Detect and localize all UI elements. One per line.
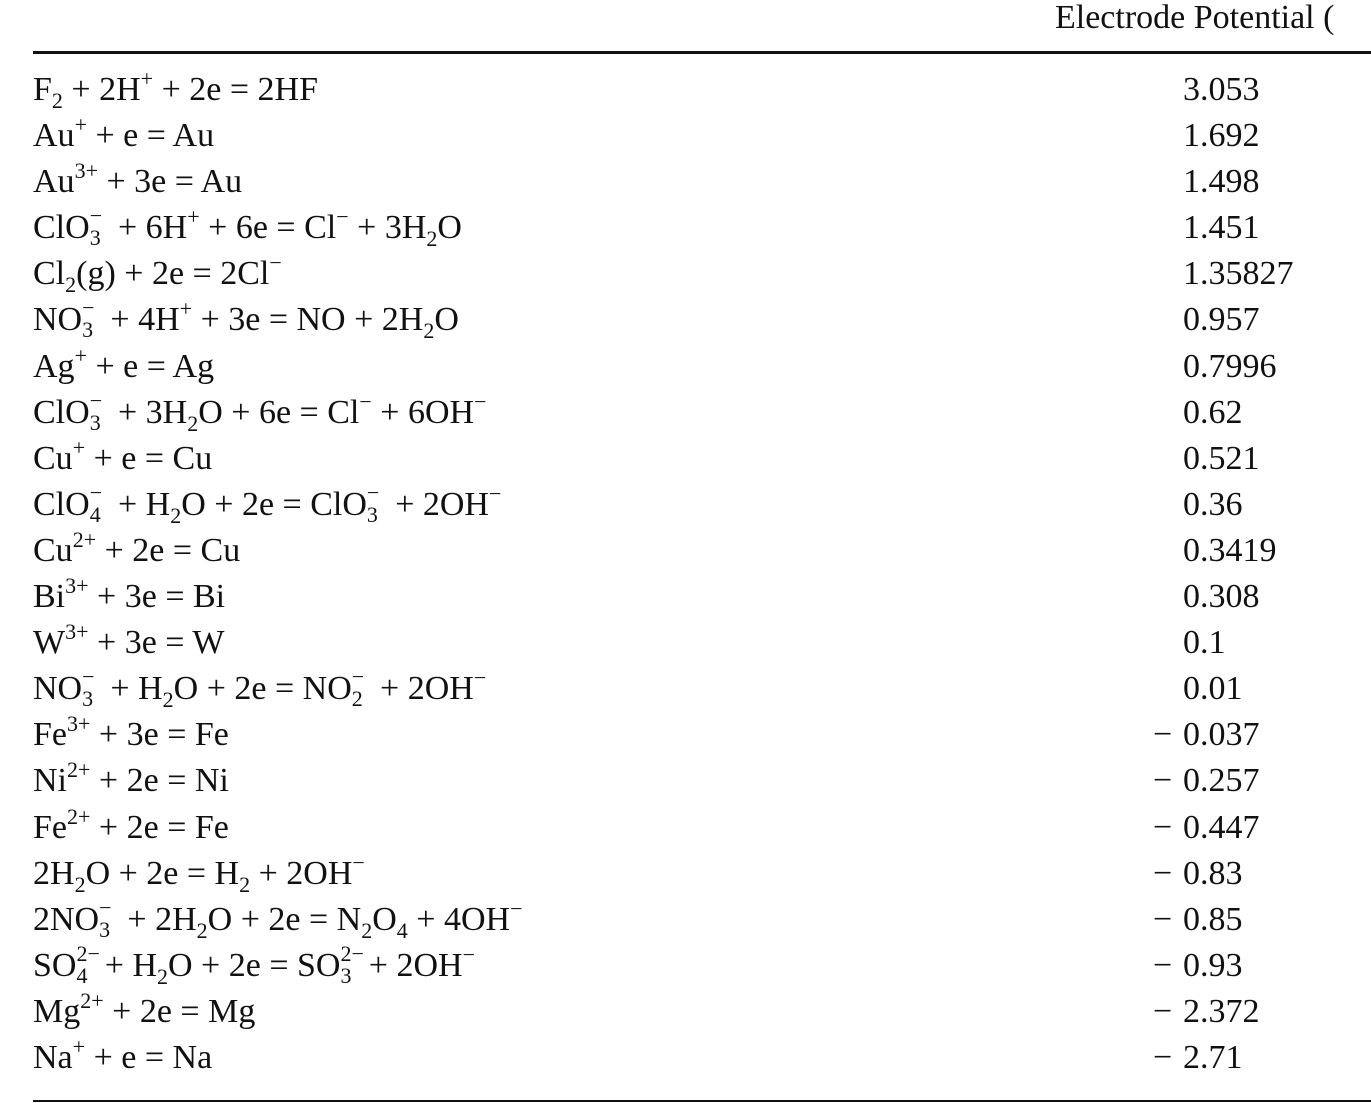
subscript: 2 [51,88,63,113]
superscript: + [179,296,193,322]
sign: − [1153,900,1173,938]
half-reaction: Na+ + e = Na [33,1033,213,1076]
electrode-potential-value [1153,482,1313,528]
value-number: 1.692 [1183,117,1260,155]
half-reaction: 2NO − 3 + $2H_2O + 2e = N_2O_4 + 4OH^-$ [33,894,523,943]
table-row [0,894,1371,943]
superscript: + [72,1033,86,1059]
value-number: 0.36 [1183,485,1243,523]
value-number: 0.957 [1183,301,1260,339]
subscript: 2 [157,963,168,989]
electrode-potential-value [1153,758,1313,804]
half-reaction: $2H_2O + 2e = H_2 + 2OH^-$ [33,849,365,897]
table-row [0,251,1371,297]
electrode-potential-value [1153,666,1313,712]
value-number: 2.71 [1183,1038,1243,1076]
table-row [0,940,1371,989]
electrode-potential-value [1153,436,1313,482]
table-row [0,387,1371,436]
electrode-potential-value [1153,297,1313,343]
value-number: 3.053 [1183,71,1260,108]
table-row [0,666,1371,712]
table-row [0,851,1371,897]
superscript: + [72,434,86,460]
subscript: 2 [170,502,182,528]
value-number: 1.451 [1183,209,1260,247]
sub-superscript: − 4 [89,479,103,527]
half-reaction: Ag+ + e = Ag [33,342,215,385]
table-row [0,344,1371,390]
superscript: 3+ [65,573,89,599]
sign: − [1153,854,1173,892]
half-reaction: ClO − 4 + $H_2O + 2e$ = ClO − 3 + 2OH− [33,479,502,528]
value-number: 0.83 [1183,854,1243,892]
electrode-potential-value [1153,344,1313,390]
half-reaction: NO − 3 + $H_2O + 2e$ = NO − 2 + 2OH− [33,664,487,713]
superscript: 2+ [67,757,91,783]
subscript: 2 [239,871,251,897]
table-row [0,479,1371,528]
half-reaction: Au+ + e = Au [33,112,215,155]
table-row [0,1035,1371,1081]
half-reaction: Cu+ + e = Cu [33,434,213,477]
table-body [0,67,1371,1081]
half-reaction: ClO − 3 + $3H_2O + 6e = Cl^- + 6OH^-$ [33,387,487,436]
electrode-potential-value [1153,159,1313,205]
superscript: 2+ [67,803,91,829]
half-reaction: $Cl_2(g) + 2e = 2Cl^-$ [33,250,282,298]
superscript: 3+ [74,158,98,184]
sign: − [1153,946,1173,984]
electrode-potential-value [1153,1035,1313,1081]
subscript: 2 [361,917,373,943]
table-row [0,528,1371,574]
sub-superscript: − 2 [351,664,365,712]
subscript: 2 [74,871,86,897]
half-reaction: $Bi^{3+} + 3e = Bi$ [33,573,226,616]
value-number: 0.3419 [1183,531,1277,569]
value-number: 2.372 [1183,992,1260,1030]
value-number: 1.35827 [1183,255,1294,293]
subscript: 2 [65,272,77,298]
table-row [0,205,1371,251]
superscript: + [74,342,87,368]
electrode-potential-value [1153,113,1313,159]
half-reaction: $Au^{3+} + 3e = Au$ [33,158,243,201]
half-reaction: ClO − 3 + $6H^+ + 6e = Cl^- + 3H_2O$ [33,203,462,252]
superscript: 2+ [72,526,97,552]
sign: − [1153,992,1173,1030]
value-number: 0.521 [1183,439,1260,477]
table-row [0,758,1371,804]
value-number: 0.01 [1183,670,1243,708]
sign: − [1153,762,1173,800]
sub-superscript: − 3 [366,479,380,527]
table-top-rule [33,51,1371,54]
superscript: 3+ [65,619,89,645]
half-reaction: NO − 3 + 4H+ + 3e = NO + $2H_2O$ [33,295,459,344]
value-number: 0.62 [1183,393,1243,431]
value-number: 0.85 [1183,900,1243,938]
half-reaction: $Cu^{2+} + 2e = Cu$ [33,526,241,569]
sub-superscript: 2− 4 [76,940,100,988]
superscript: − [352,849,365,875]
table-row [0,805,1371,851]
table-row [0,620,1371,666]
half-reaction: SO 2− 4 + $H_2O + 2e$ = SO 2− 3 + 2OH− [33,940,475,989]
superscript: − [269,250,282,276]
sub-superscript: − 3 [89,203,103,251]
superscript: − [473,665,487,691]
value-number: 1.498 [1183,163,1260,201]
superscript: − [488,480,502,506]
column-header-electrode-potential: Electrode Potential ( [1055,0,1335,36]
superscript: − [462,941,475,967]
sign: − [1153,1038,1173,1076]
electrode-potential-value [1153,574,1313,620]
half-reaction: $Fe^{3+} + 3e = Fe$ [33,711,229,754]
superscript: − [474,388,487,414]
table-bottom-rule [33,1100,1371,1102]
superscript: + [74,112,87,138]
value-number: 0.257 [1183,762,1260,800]
electrode-potential-value [1153,205,1313,251]
half-reaction: $Ni^{2+} + 2e = Ni$ [33,757,229,800]
subscript: 4 [396,917,408,943]
table-row [0,989,1371,1035]
half-reaction: $F_2 + 2H^+ + 2e = 2HF$ [33,66,318,113]
subscript: 2 [187,410,199,436]
table-row [0,159,1371,205]
superscript: + [187,204,200,230]
electrode-potential-value [1153,897,1313,943]
superscript: 3+ [67,711,91,737]
subscript: 2 [426,226,438,252]
sign: − [1153,808,1173,846]
value-number: 0.308 [1183,578,1260,616]
superscript: 2+ [80,987,104,1013]
electrode-potential-value [1153,390,1313,436]
sub-superscript: − 3 [82,295,95,343]
sign: − [1153,716,1173,754]
superscript: − [359,388,372,414]
value-number: 0.037 [1183,716,1260,754]
half-reaction: $Mg^{2+} + 2e = Mg$ [33,987,256,1030]
subscript: 2 [196,917,208,943]
superscript: + [140,66,154,91]
value-number: 0.93 [1183,946,1243,984]
table-row [0,574,1371,620]
superscript: − [336,204,349,230]
table-row [0,436,1371,482]
electrode-potential-value [1153,528,1313,574]
electrode-potential-value [1153,712,1313,758]
superscript: − [510,895,523,921]
electrode-potential-value [1153,851,1313,897]
electrode-potential-value [1153,251,1313,297]
value-number: 0.7996 [1183,347,1277,385]
half-reaction: $Fe^{2+} + 2e = Fe$ [33,803,229,846]
electrode-potential-value [1153,805,1313,851]
table-row [0,67,1371,113]
sub-superscript: 2− 3 [340,940,364,988]
table-row [0,297,1371,343]
sub-superscript: − 3 [89,387,103,435]
half-reaction: $W^{3+} + 3e = W$ [33,619,225,662]
subscript: 2 [423,318,435,344]
electrode-potential-value [1153,620,1313,666]
sub-superscript: − 3 [99,894,112,942]
subscript: 2 [162,687,174,713]
electrode-potential-value [1153,67,1313,113]
table-row [0,113,1371,159]
table-row [0,712,1371,758]
electrode-potential-value [1153,943,1313,989]
value-number: 0.447 [1183,808,1260,846]
electrode-potential-value [1153,989,1313,1035]
sub-superscript: − 3 [82,664,95,712]
value-number: 0.1 [1183,624,1226,662]
